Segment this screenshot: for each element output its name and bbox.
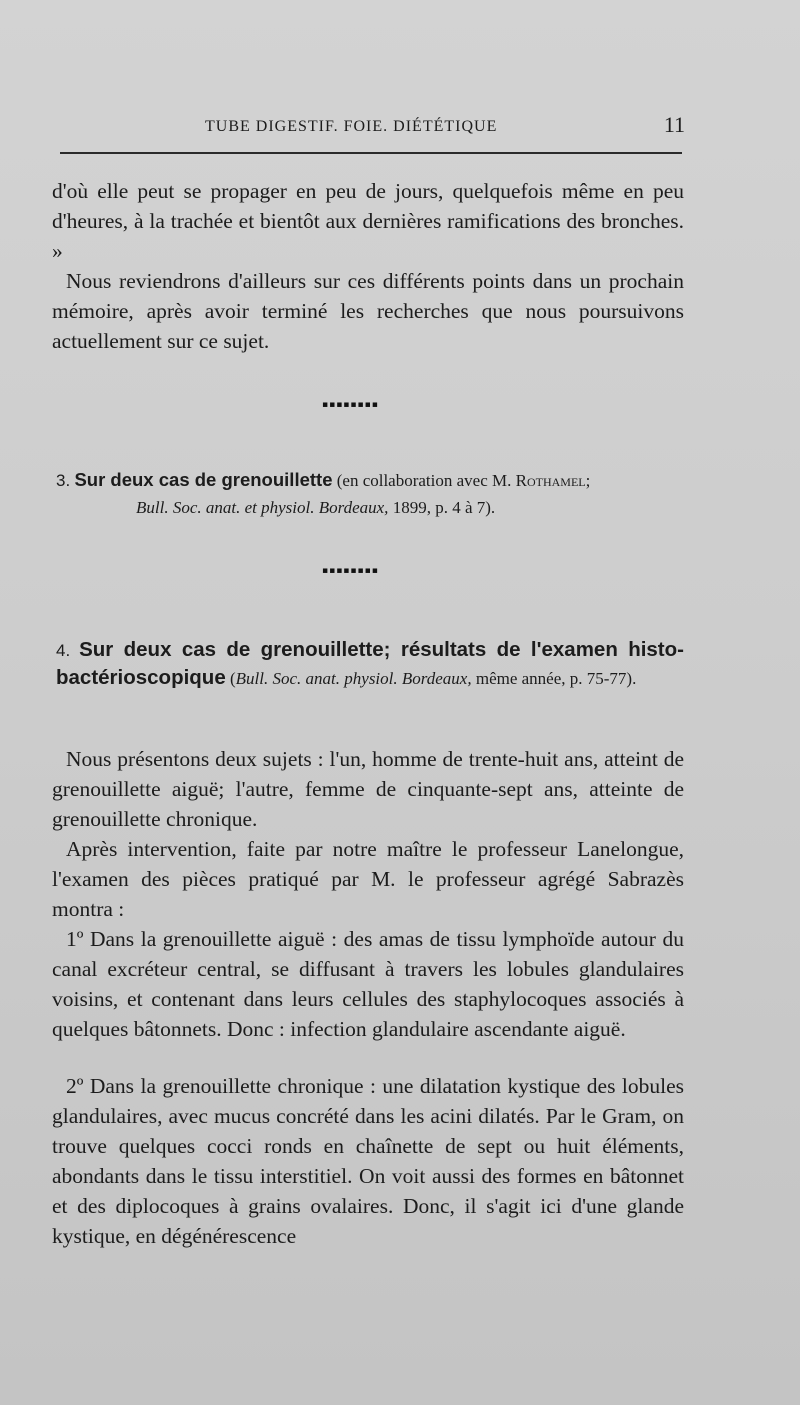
intro-paragraph-1: d'où elle peut se propager en peu de jours, quelquefois même en peu d'heures, à la trachée et bientôt aux dernières ramifications des bronches. »: [52, 179, 684, 263]
entry-reference-tail: 1899, p. 4 à 7).: [392, 498, 496, 517]
entry-title: Sur deux cas de grenouillette; résultats de l'examen histo-bactérioscopique: [56, 638, 684, 689]
running-head: [205, 112, 685, 142]
page-number: 11: [663, 112, 685, 137]
entry-title: Sur deux cas de grenouillette: [74, 469, 333, 490]
bibliography-entry-3: [56, 466, 684, 521]
entry-number: 4.: [56, 641, 71, 660]
body-paragraph-1: Nous présentons deux sujets : l'un, homme de trente-huit ans, atteint de grenouillette aiguë; l'autre, femme de cinquante-sept ans, atteinte de grenouillette chronique.: [52, 747, 684, 831]
section-separator: ▪▪▪▪▪▪▪▪: [322, 400, 379, 410]
intro-paragraph-2: Nous reviendrons d'ailleurs sur ces différents points dans un prochain mémoire, après avoir terminé les recherches que nous poursuivons actuellement sur ce sujet.: [52, 269, 684, 353]
entry-reference: Bull. Soc. anat. et physiol. Bordeaux,: [136, 498, 389, 517]
bibliography-entry-4: [56, 636, 684, 692]
entry-collab-name: Rothamel: [515, 471, 586, 490]
entry-number: 3.: [56, 471, 71, 490]
entry-reference-tail: même année, p. 75-77).: [475, 669, 637, 688]
entry-collab: (en collaboration avec M.: [336, 471, 512, 490]
body-paragraph-2: Après intervention, faite par notre maître le professeur Lanelongue, l'examen des pièces pratiqué par M. le professeur agrégé Sabrazès montra :: [52, 837, 684, 921]
section-separator: ▪▪▪▪▪▪▪▪: [322, 566, 379, 576]
entry-ref-open: (: [230, 669, 236, 688]
header-rule: [60, 152, 682, 154]
body-paragraph-4: 2º Dans la grenouillette chronique : une dilatation kystique des lobules glandulaires, avec mucus concrété dans les acini dilatés. Par le Gram, on trouve quelques cocci ronds en chaînette de sept ou huit éléments, abondants dans le tissu interstitiel. On voit aussi des formes en bâtonnet et des diplocoques à grains ovalaires. Donc, il s'agit ici d'une glande kystique, en dégénérescence: [52, 1074, 684, 1248]
entry-reference: Bull. Soc. anat. physiol. Bordeaux,: [235, 669, 472, 688]
body-paragraph-3: 1º Dans la grenouillette aiguë : des amas de tissu lymphoïde autour du canal excréteur central, se diffusant à travers les lobules glandulaires voisins, et contenant dans leurs cellules des staphylocoques associés à quelques bâtonnets. Donc : infection glandulaire ascendante aiguë.: [52, 927, 684, 1041]
entry-collab-end: ;: [585, 471, 591, 490]
running-title: TUBE DIGESTIF. FOIE. DIÉTÉTIQUE: [205, 118, 498, 135]
